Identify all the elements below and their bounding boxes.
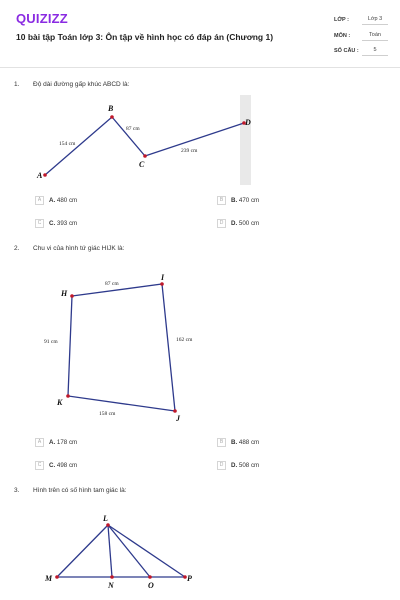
meta-value-class[interactable]: Lớp 3: [362, 16, 388, 25]
answer-text: 178 cm: [56, 438, 78, 446]
q1-answer-a[interactable]: [35, 195, 77, 205]
answer-checkbox[interactable]: C: [35, 461, 44, 470]
meta-label-class: LỚP :: [334, 17, 349, 23]
q2-answer-b[interactable]: [217, 437, 259, 447]
answer-text: 480 cm: [56, 196, 78, 204]
answer-text: 393 cm: [56, 219, 78, 227]
answer-text: 470 cm: [238, 196, 260, 204]
meta-label-count: SỐ CÂU :: [334, 48, 359, 54]
answer-checkbox[interactable]: B: [217, 196, 226, 205]
label-i: I: [161, 273, 165, 282]
point-i: [160, 282, 164, 286]
length-kh: 91 cm: [44, 339, 58, 345]
label-n: N: [108, 581, 114, 590]
label-l: L: [103, 514, 108, 523]
point-a: [43, 173, 47, 177]
q2-answer-a[interactable]: [35, 437, 77, 447]
question-3-number: 3.: [14, 487, 20, 494]
point-k: [66, 394, 70, 398]
worksheet-header: [0, 0, 400, 68]
length-cd: 239 cm: [181, 148, 198, 154]
answer-key: A.: [49, 196, 56, 204]
answer-text: 498 cm: [56, 461, 78, 469]
label-c: C: [139, 160, 145, 169]
meta-value-subject[interactable]: Toán: [362, 32, 388, 41]
q1-answer-c[interactable]: [35, 218, 77, 228]
point-j: [173, 409, 177, 413]
answer-key: C.: [49, 219, 56, 227]
worksheet-title: 10 bài tập Toán lớp 3: Ôn tập về hình học có đáp án (Chương 1): [16, 32, 274, 42]
answer-text: 488 cm: [238, 438, 260, 446]
answer-key: D.: [231, 219, 238, 227]
question-3-text: Hình trên có số hình tam giác là:: [33, 487, 127, 494]
length-ij: 162 cm: [176, 337, 193, 343]
answer-checkbox[interactable]: D: [217, 219, 226, 228]
answer-checkbox[interactable]: A: [35, 196, 44, 205]
answer-key: C.: [49, 461, 56, 469]
q1-answer-d[interactable]: [217, 218, 259, 228]
label-m: M: [45, 574, 53, 583]
question-1-text: Độ dài đường gấp khúc ABCD là:: [33, 81, 130, 88]
segment-lm: [57, 525, 108, 577]
segment-ln: [108, 525, 112, 577]
label-d: D: [245, 118, 251, 127]
point-h: [70, 294, 74, 298]
label-h: H: [61, 289, 68, 298]
q2-answer-d[interactable]: [217, 460, 259, 470]
point-o: [148, 575, 152, 579]
answer-text: 508 cm: [238, 461, 260, 469]
length-hi: 87 cm: [105, 281, 119, 287]
question-3-figure: [0, 510, 400, 600]
label-o: O: [148, 581, 154, 590]
question-2-number: 2.: [14, 245, 20, 252]
point-b: [110, 115, 114, 119]
answer-key: B.: [231, 196, 238, 204]
length-ab: 154 cm: [59, 141, 76, 147]
label-a: A: [37, 171, 43, 180]
q1-answer-b[interactable]: [217, 195, 259, 205]
segment-lp: [108, 525, 185, 577]
point-m: [55, 575, 59, 579]
answer-key: A.: [49, 438, 56, 446]
answer-checkbox[interactable]: B: [217, 438, 226, 447]
label-j: J: [176, 414, 180, 423]
point-n: [110, 575, 114, 579]
quadrilateral-hijk: [68, 284, 175, 411]
question-1-number: 1.: [14, 81, 20, 88]
length-jk: 158 cm: [99, 411, 116, 417]
segment-lo: [108, 525, 150, 577]
answer-checkbox[interactable]: D: [217, 461, 226, 470]
answer-checkbox[interactable]: A: [35, 438, 44, 447]
label-b: B: [108, 104, 114, 113]
quizizz-logo: QUIZIZZ: [16, 11, 68, 26]
point-c: [143, 154, 147, 158]
meta-value-count[interactable]: 5: [362, 47, 388, 56]
label-k: K: [57, 398, 63, 407]
meta-label-subject: MÔN :: [334, 33, 351, 39]
answer-checkbox[interactable]: C: [35, 219, 44, 228]
figure-shadow-strip: [240, 95, 251, 185]
answer-key: D.: [231, 461, 238, 469]
question-2-text: Chu vi của hình tứ giác HIJK là:: [33, 245, 125, 252]
answer-key: B.: [231, 438, 238, 446]
length-bc: 87 cm: [126, 126, 140, 132]
label-p: P: [187, 574, 192, 583]
point-l: [106, 523, 110, 527]
question-1-figure: [0, 95, 400, 195]
question-2-figure: [0, 265, 400, 435]
q2-answer-c[interactable]: [35, 460, 77, 470]
answer-text: 500 cm: [238, 219, 260, 227]
